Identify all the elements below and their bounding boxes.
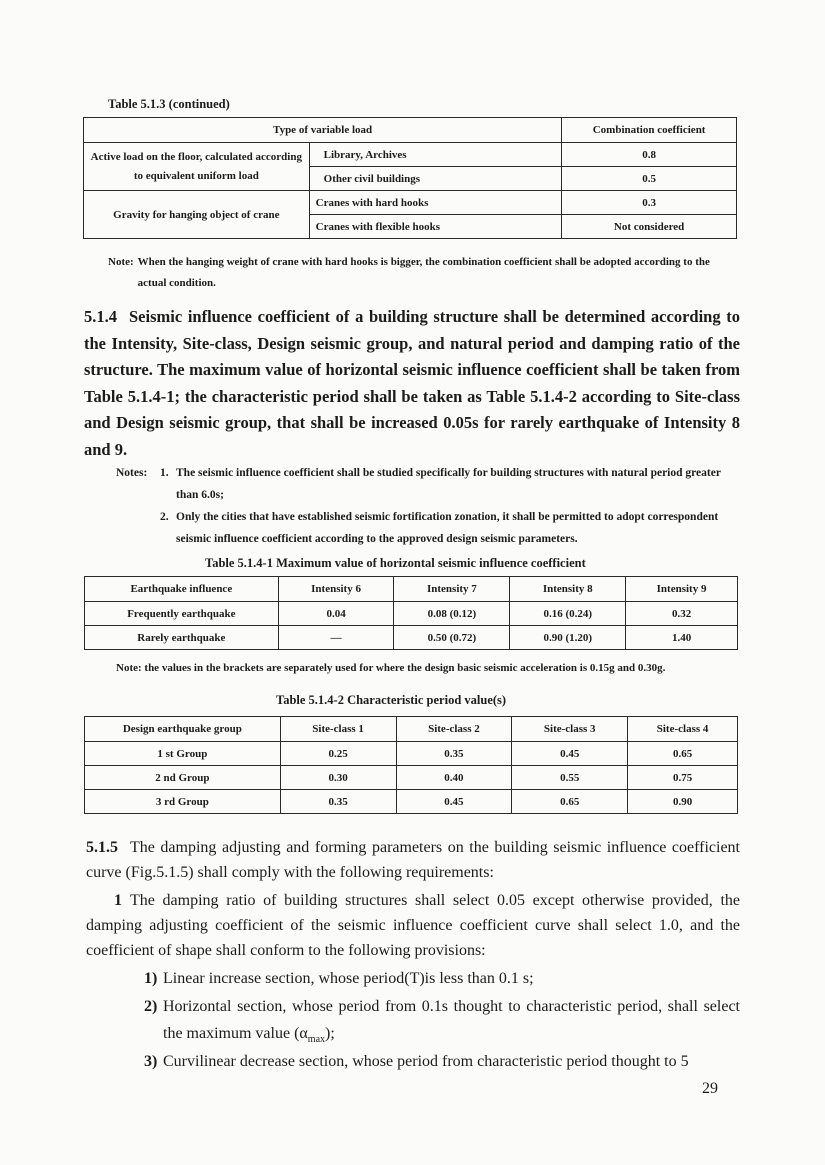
section-text: The damping adjusting and forming parameters on the building seismic influence coefficient curve (Fig.5.1.5) shall comply with the following requirements:: [86, 839, 740, 881]
table-cell: 0.45: [396, 790, 512, 814]
table-cell: 0.35: [280, 790, 396, 814]
library-archives-cell: Library, Archives: [309, 143, 562, 167]
note-label: Note:: [108, 256, 134, 268]
table-row: [85, 790, 738, 814]
table-5-1-4-1-note: Note: the values in the brackets are separately used for where the design basic seismic acceleration is 0.15g and 0.30g.: [116, 662, 666, 674]
table-cell: 0.35: [396, 742, 512, 766]
table-cell: 0.75: [628, 766, 738, 790]
table-cell: 0.40: [396, 766, 512, 790]
sub-item-1-text: Linear increase section, whose period(T)is less than 0.1 s;: [163, 970, 534, 987]
other-civil-buildings-cell: Other civil buildings: [309, 167, 562, 191]
header-site-class-4: Site-class 4: [628, 717, 738, 742]
hard-hooks-value: 0.3: [562, 191, 737, 215]
note-2-number: 2.: [160, 511, 169, 523]
alpha-max-subscript: max: [307, 1034, 326, 1046]
row-label: 3 rd Group: [85, 790, 281, 814]
table-cell: 0.08 (0.12): [394, 602, 510, 626]
item-1: [86, 888, 740, 963]
table-5-1-4-2-caption: Table 5.1.4-2 Characteristic period value(s): [276, 693, 507, 707]
section-number: 5.1.5: [86, 839, 118, 856]
section-text: Seismic influence coefficient of a building structure shall be determined according to the Intensity, Site-class, Design seismic group, and natural period and damping ratio of the structure. The maximum value of horizontal seismic influence coefficient shall be taken from Table 5.1.4-1; the characteristic period shall be taken as Table 5.1.4-2 according to Site-class and Design seismic group, that shall be increased 0.05s for rarely earthquake of Intensity 8 and 9.: [84, 307, 740, 459]
section-number: 5.1.4: [84, 307, 117, 326]
item-1-number: 1: [114, 892, 122, 909]
table-cell: —: [278, 626, 394, 650]
table-cell: 0.65: [628, 742, 738, 766]
header-intensity-7: Intensity 7: [394, 577, 510, 602]
row-label: Rarely earthquake: [85, 626, 279, 650]
note-1-number: 1.: [160, 467, 169, 479]
table-5-1-3: [83, 117, 737, 239]
table-cell: 1.40: [626, 626, 738, 650]
header-intensity-8: Intensity 8: [510, 577, 626, 602]
notes-label: Notes:: [116, 467, 148, 479]
crane-gravity-label: Gravity for hanging object of crane: [84, 191, 310, 239]
table-row: [85, 626, 738, 650]
section-5-1-4-notes: [116, 462, 740, 550]
header-intensity-6: Intensity 6: [278, 577, 394, 602]
header-combination-coefficient: Combination coefficient: [562, 118, 737, 143]
table-row: [85, 742, 738, 766]
table-cell: 0.90 (1.20): [510, 626, 626, 650]
table-cell: 0.45: [512, 742, 628, 766]
sub-item-2-number: 2): [144, 998, 158, 1015]
table-5-1-4-2: [84, 716, 738, 814]
sub-item-2: [144, 993, 740, 1053]
sub-item-2-text-a: Horizontal section, whose period from 0.1s thought to characteristic period, shall select the maximum value (α: [163, 998, 740, 1042]
header-site-class-2: Site-class 2: [396, 717, 512, 742]
row-label: 1 st Group: [85, 742, 281, 766]
sub-item-1: [144, 966, 740, 991]
table-cell: 0.55: [512, 766, 628, 790]
table-row: [85, 766, 738, 790]
sub-item-3-text: Curvilinear decrease section, whose period from characteristic period thought to 5: [163, 1053, 689, 1070]
table-cell: 0.16 (0.24): [510, 602, 626, 626]
table-cell: 0.25: [280, 742, 396, 766]
page-number: 29: [702, 1080, 718, 1097]
row-label: 2 nd Group: [85, 766, 281, 790]
table-cell: 0.32: [626, 602, 738, 626]
header-intensity-9: Intensity 9: [626, 577, 738, 602]
table-5-1-4-1: [84, 576, 738, 650]
table-5-1-3-caption: Table 5.1.3 (continued): [108, 97, 230, 111]
hard-hooks-cell: Cranes with hard hooks: [309, 191, 562, 215]
table-cell: 0.30: [280, 766, 396, 790]
flexible-hooks-value: Not considered: [562, 215, 737, 239]
note-1-text: The seismic influence coefficient shall be studied specifically for building structures with natural period greater than 6.0s;: [176, 467, 721, 501]
item-1-text: The damping ratio of building structures shall select 0.05 except otherwise provided, the damping adjusting coefficient of the seismic influence coefficient curve shall select 1.0, and the coefficient of shape shall conform to the following provisions:: [86, 892, 740, 959]
table-5-1-3-note: [108, 252, 740, 294]
note-2-text: Only the cities that have established seismic fortification zonation, it shall be permitted to adopt correspondent seismic influence coefficient according to the approved design seismic parameters.: [176, 511, 719, 545]
sub-item-3-number: 3): [144, 1053, 158, 1070]
library-archives-value: 0.8: [562, 143, 737, 167]
sub-item-1-number: 1): [144, 970, 158, 987]
table-cell: 0.90: [628, 790, 738, 814]
section-5-1-5: [86, 835, 740, 885]
section-5-1-4: [84, 304, 740, 463]
header-site-class-1: Site-class 1: [280, 717, 396, 742]
sub-item-2-text: [163, 993, 740, 1053]
sub-item-3: [144, 1049, 744, 1074]
table-row: [85, 602, 738, 626]
flexible-hooks-cell: Cranes with flexible hooks: [309, 215, 562, 239]
note-text: When the hanging weight of crane with hard hooks is bigger, the combination coefficient shall be adopted according to the actual condition.: [137, 256, 710, 289]
table-cell: 0.50 (0.72): [394, 626, 510, 650]
other-civil-buildings-value: 0.5: [562, 167, 737, 191]
table-5-1-4-1-caption: Table 5.1.4-1 Maximum value of horizontal seismic influence coefficient: [205, 556, 586, 570]
header-site-class-3: Site-class 3: [512, 717, 628, 742]
row-label: Frequently earthquake: [85, 602, 279, 626]
header-design-earthquake-group: Design earthquake group: [85, 717, 281, 742]
table-cell: 0.04: [278, 602, 394, 626]
header-type-of-variable-load: Type of variable load: [84, 118, 562, 143]
header-earthquake-influence: Earthquake influence: [85, 577, 279, 602]
table-cell: 0.65: [512, 790, 628, 814]
sub-item-2-text-b: );: [325, 1025, 335, 1042]
floor-load-label: Active load on the floor, calculated according to equivalent uniform load: [84, 143, 310, 191]
